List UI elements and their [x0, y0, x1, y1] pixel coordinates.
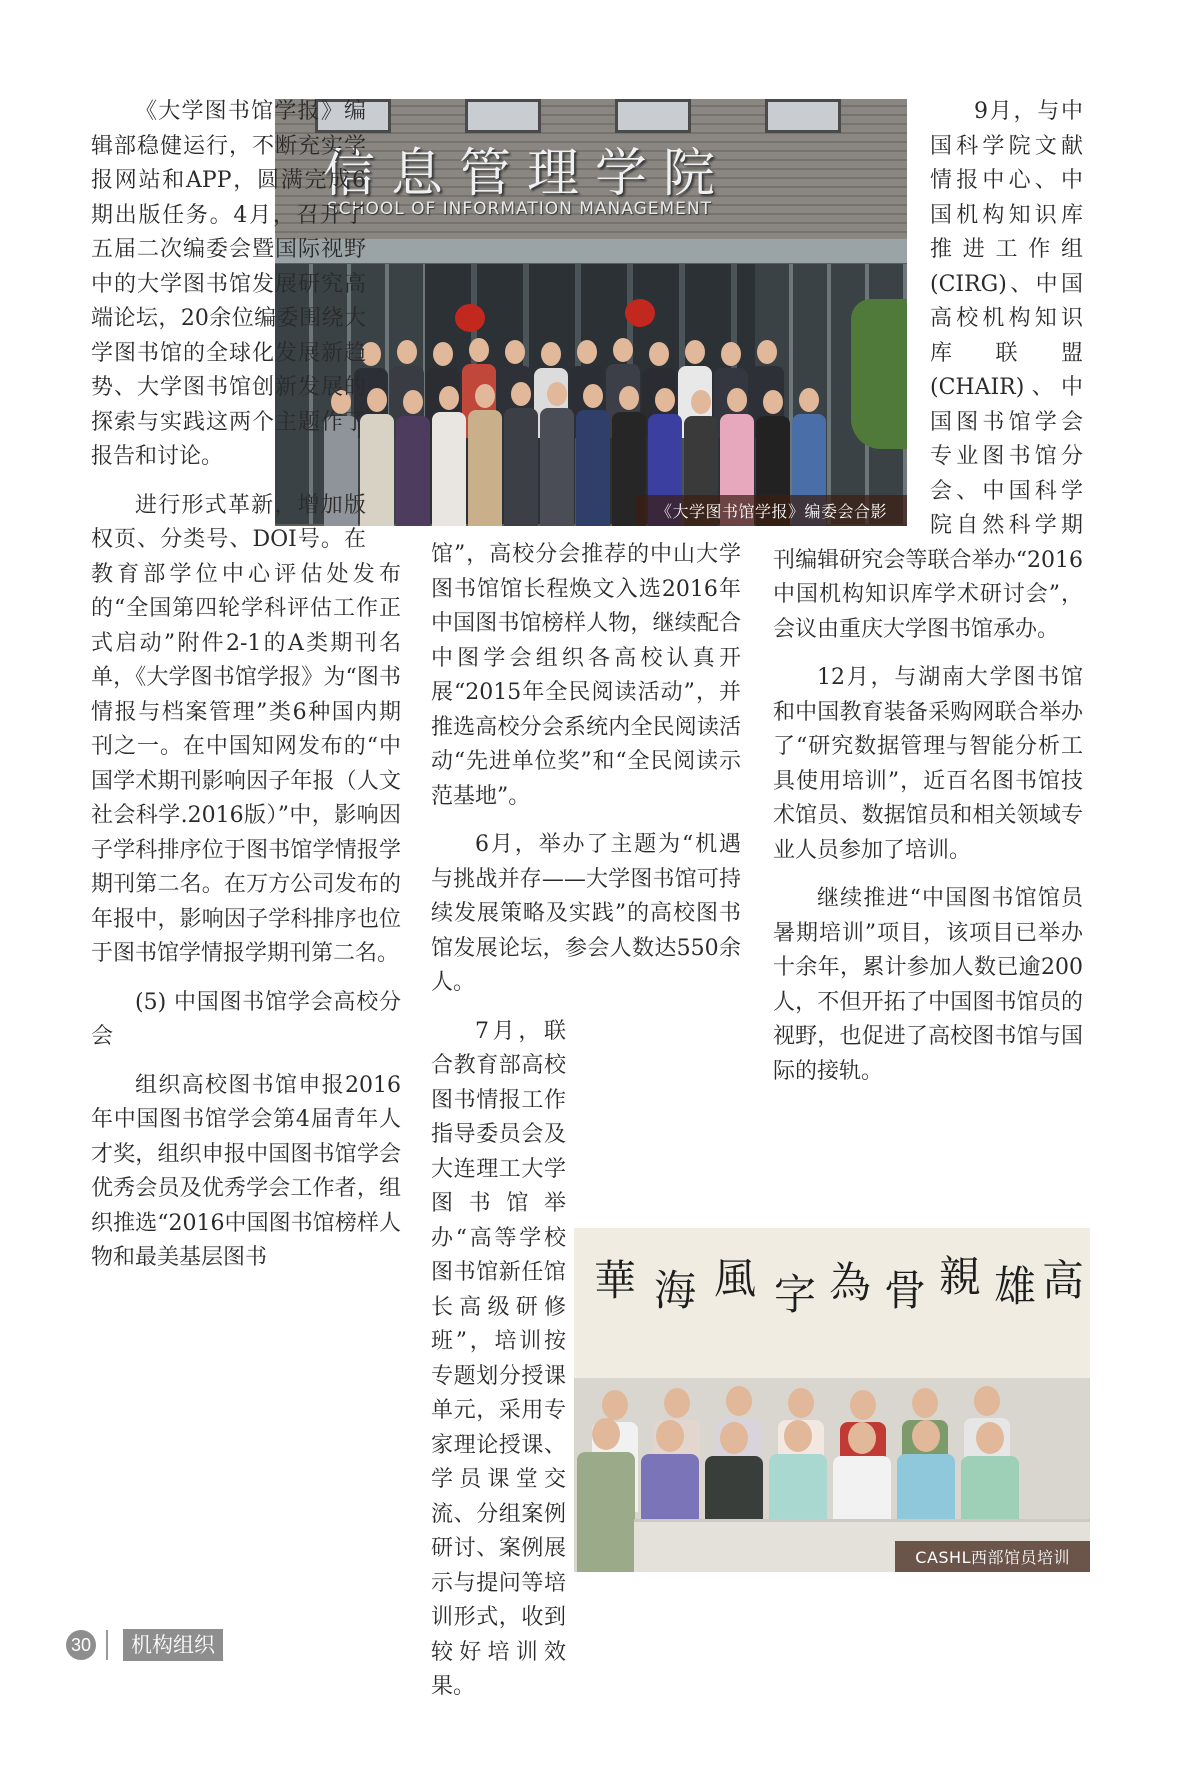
- footer-divider: [106, 1630, 108, 1660]
- left-column: [91, 95, 401, 1276]
- right-column: [773, 95, 1083, 1089]
- paragraph: 12月，与湖南大学图书馆和中国教育装备采购网联合举办了“研究数据管理与智能分析工具使用培训”，近百名图书馆技术馆员、数据馆员和相关领域专业人员参加了培训。: [773, 665, 1083, 863]
- section-label: 机构组织: [123, 1629, 223, 1661]
- paragraph: 继续推进“中国图书馆馆员暑期培训”项目，该项目已举办十余年，累计参加人数已逾200人，不但开拓了中国图书馆员的视野，也促进了高校图书馆与国际的接轨。: [773, 886, 1083, 1084]
- page-number: 30: [66, 1630, 96, 1660]
- red-lantern: [455, 304, 485, 332]
- paragraph: 7月，联合教育部高校图书情报工作指导委员会及大连理工大学图书馆举办“高等学校图书馆新任馆长高级研修班”，培训按专题划分授课单元，采用专家理论授课、学员课堂交流、分组案例研讨、案例展示与提问等培训形式，收到较好培训效果。: [431, 1018, 566, 1699]
- paragraph: 9月，与中国科学院文献情报中心、中国机构知识库推进工作组(CIRG)、中国高校机构知识库联盟(CHAIR)、中国图书馆学会专业图书馆分会、中国科学院自然科学期刊编辑研究会等联合举办“2016中国机构知识库学术研讨会”，会议由重庆大学图书馆承办。: [773, 99, 1083, 642]
- training-group-photo: [574, 1228, 1090, 1572]
- building-sign-english: SCHOOL OF INFORMATION MANAGEMENT: [327, 199, 712, 219]
- paragraph: 6月，举办了主题为“机遇与挑战并存——大学图书馆可持续发展策略及实践”的高校图书馆发展论坛，参会人数达550余人。: [431, 832, 741, 995]
- section-heading: (5) 中国图书馆学会高校分会: [91, 989, 401, 1049]
- red-lantern: [625, 299, 655, 327]
- paragraph: 进行形式革新，增加版权页、分类号、DOI号。在教育部学位中心评估处发布的“全国第四轮学科评估工作正式启动”附件2-1的A类期刊名单，《大学图书馆学报》为“图书情报与档案管理”类6种国内期刊之一。在中国知网发布的“中国学术期刊影响因子年报（人文社会科学.2016版）”中，影响因子学科排序位于图书馆学情报学期刊第二名。在万方公司发布的年报中，影响因子学科排序也位于图书馆学情报学期刊第二名。: [91, 492, 401, 966]
- paragraph: 组织高校图书馆申报2016年中国图书馆学会第4届青年人才奖，组织申报中国图书馆学会优秀会员及优秀学会工作者，组织推选“2016中国图书馆榜样人物和最美基层图书: [91, 1072, 401, 1270]
- middle-column: [431, 538, 741, 1781]
- calligraphy-scroll: 華 海 風 字 為 骨 親 雄 高: [574, 1228, 1090, 1378]
- building-sign-chinese: 信息管理学院: [323, 144, 732, 204]
- paragraph: 《大学图书馆学报》编辑部稳健运行，不断充实学报网站和APP，圆满完成6期出版任务。4月，召开了五届二次编委会暨国际视野中的大学图书馆发展研究高端论坛，20余位编委围绕大学图书馆的全球化发展新趋势、大学图书馆创新发展的探索与实践这两个主题作了报告和讨论。: [91, 99, 366, 469]
- photo-caption-top: 《大学图书馆学报》编委会合影: [636, 495, 907, 526]
- paragraph: 馆”，高校分会推荐的中山大学图书馆馆长程焕文入选2016年中国图书馆榜样人物，继续配合中图学会组织各高校认真开展“2015年全民阅读活动”，并推选高校分会系统内全民阅读活动“先进单位奖”和“全民阅读示范基地”。: [431, 542, 741, 809]
- photo-caption-bottom: CASHL西部馆员培训: [895, 1541, 1090, 1572]
